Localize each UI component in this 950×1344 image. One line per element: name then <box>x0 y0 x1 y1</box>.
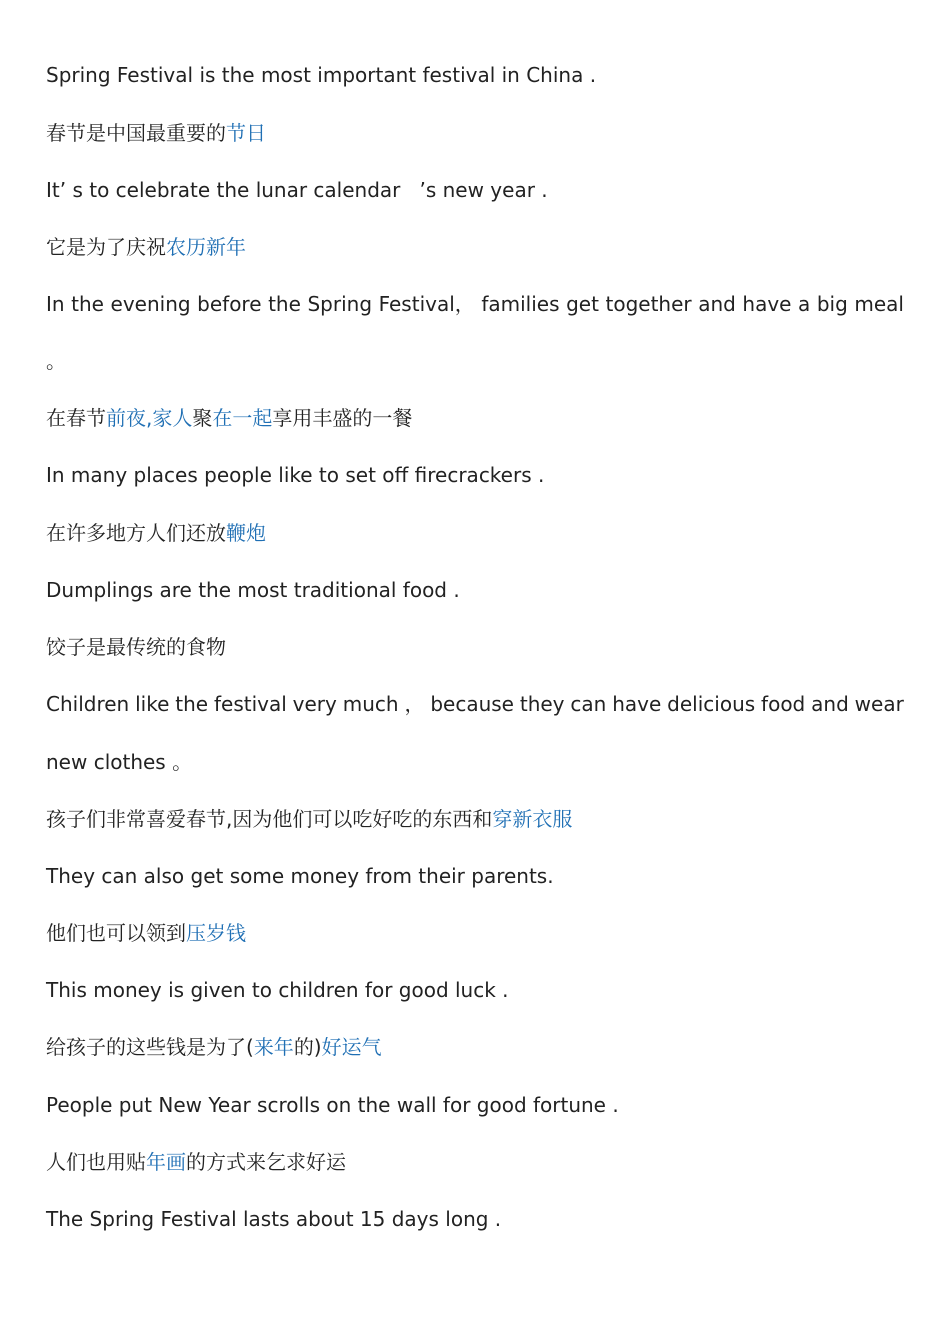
word: can <box>570 692 607 716</box>
word: very <box>292 692 337 716</box>
english-sentence-3-line-1 <box>46 291 904 317</box>
word: big <box>816 292 848 316</box>
english-sentence-10: The Spring Festival lasts about 15 days long . <box>46 1207 502 1231</box>
highlighted-term: 农历新年 <box>166 235 246 259</box>
highlighted-term: 来年 <box>253 1035 294 1059</box>
word: like <box>135 692 170 716</box>
text-run: 享用丰盛的一餐 <box>272 406 413 430</box>
word: Spring <box>307 292 373 316</box>
english-sentence-9: People put New Year scrolls on the wall for good fortune . <box>46 1093 619 1117</box>
text-run: 它是为了庆祝 <box>46 235 166 259</box>
chinese-sentence-9 <box>46 1149 346 1175</box>
word: In <box>46 292 65 316</box>
highlighted-term: 在一起 <box>212 406 273 430</box>
highlighted-term: 年画 <box>146 1150 186 1174</box>
text-run: 的方式来乞求好运 <box>186 1150 346 1174</box>
english-sentence-3-line-2: 。 <box>46 349 66 373</box>
text-run: 聚 <box>192 406 213 430</box>
english-sentence-1: Spring Festival is the most important festival in China . <box>46 63 597 87</box>
chinese-sentence-5: 饺子是最传统的食物 <box>46 635 226 659</box>
word: Children <box>46 692 130 716</box>
text-run: 春节是中国最重要的 <box>46 121 226 145</box>
word: and <box>698 292 736 316</box>
text-run: 人们也用贴 <box>46 1150 146 1174</box>
word: much <box>342 692 399 716</box>
highlighted-term: 好运气 <box>321 1035 382 1059</box>
word: meal <box>854 292 904 316</box>
word: have <box>742 292 792 316</box>
word: delicious <box>667 692 756 716</box>
word: a <box>798 292 811 316</box>
text-run: 在许多地方人们还放 <box>46 521 226 545</box>
word: before <box>197 292 262 316</box>
english-sentence-6-line-2: new clothes 。 <box>46 750 193 774</box>
word: they <box>519 692 565 716</box>
english-sentence-2: It’ s to celebrate the lunar calendar ’s new year . <box>46 178 548 202</box>
word: the <box>268 292 301 316</box>
chinese-sentence-3 <box>46 405 412 431</box>
highlighted-term: 穿新衣服 <box>492 807 573 831</box>
highlighted-term: 鞭炮 <box>226 521 266 545</box>
chinese-sentence-7 <box>46 920 246 946</box>
word: festival <box>213 692 287 716</box>
highlighted-term: 压岁钱 <box>186 921 246 945</box>
text-run: 孩子们非常喜爱春节,因为他们可以吃好吃的东西和 <box>46 807 493 831</box>
chinese-sentence-8 <box>46 1034 382 1060</box>
english-sentence-5: Dumplings are the most traditional food . <box>46 578 460 602</box>
word: because <box>430 692 514 716</box>
english-sentence-7: They can also get some money from their parents. <box>46 864 554 888</box>
highlighted-term: 节日 <box>226 121 266 145</box>
chinese-sentence-1 <box>46 120 266 146</box>
word: Festival， <box>378 292 475 316</box>
english-sentence-8: This money is given to children for good luck . <box>46 978 509 1002</box>
word: the <box>175 692 209 716</box>
text-run: 给孩子的这些钱是为了( <box>46 1035 254 1059</box>
highlighted-term: 家人 <box>152 406 193 430</box>
word: food <box>761 692 806 716</box>
text-run: 在春节 <box>46 406 106 430</box>
word: families <box>481 292 560 316</box>
highlighted-term: , <box>146 406 153 430</box>
highlighted-term: 前夜 <box>106 406 146 430</box>
word: ， <box>404 692 425 716</box>
text-run: 的) <box>293 1035 322 1059</box>
word: and <box>811 692 849 716</box>
word: together <box>605 292 692 316</box>
text-run: 他们也可以领到 <box>46 921 186 945</box>
english-sentence-6-line-1 <box>46 691 904 717</box>
word: evening <box>110 292 191 316</box>
chinese-sentence-2 <box>46 234 246 260</box>
word: wear <box>854 692 904 716</box>
word: have <box>612 692 662 716</box>
chinese-sentence-6 <box>46 806 572 832</box>
english-sentence-4: In many places people like to set off firecrackers . <box>46 463 545 487</box>
word: get <box>566 292 599 316</box>
chinese-sentence-4 <box>46 520 266 546</box>
word: the <box>71 292 104 316</box>
